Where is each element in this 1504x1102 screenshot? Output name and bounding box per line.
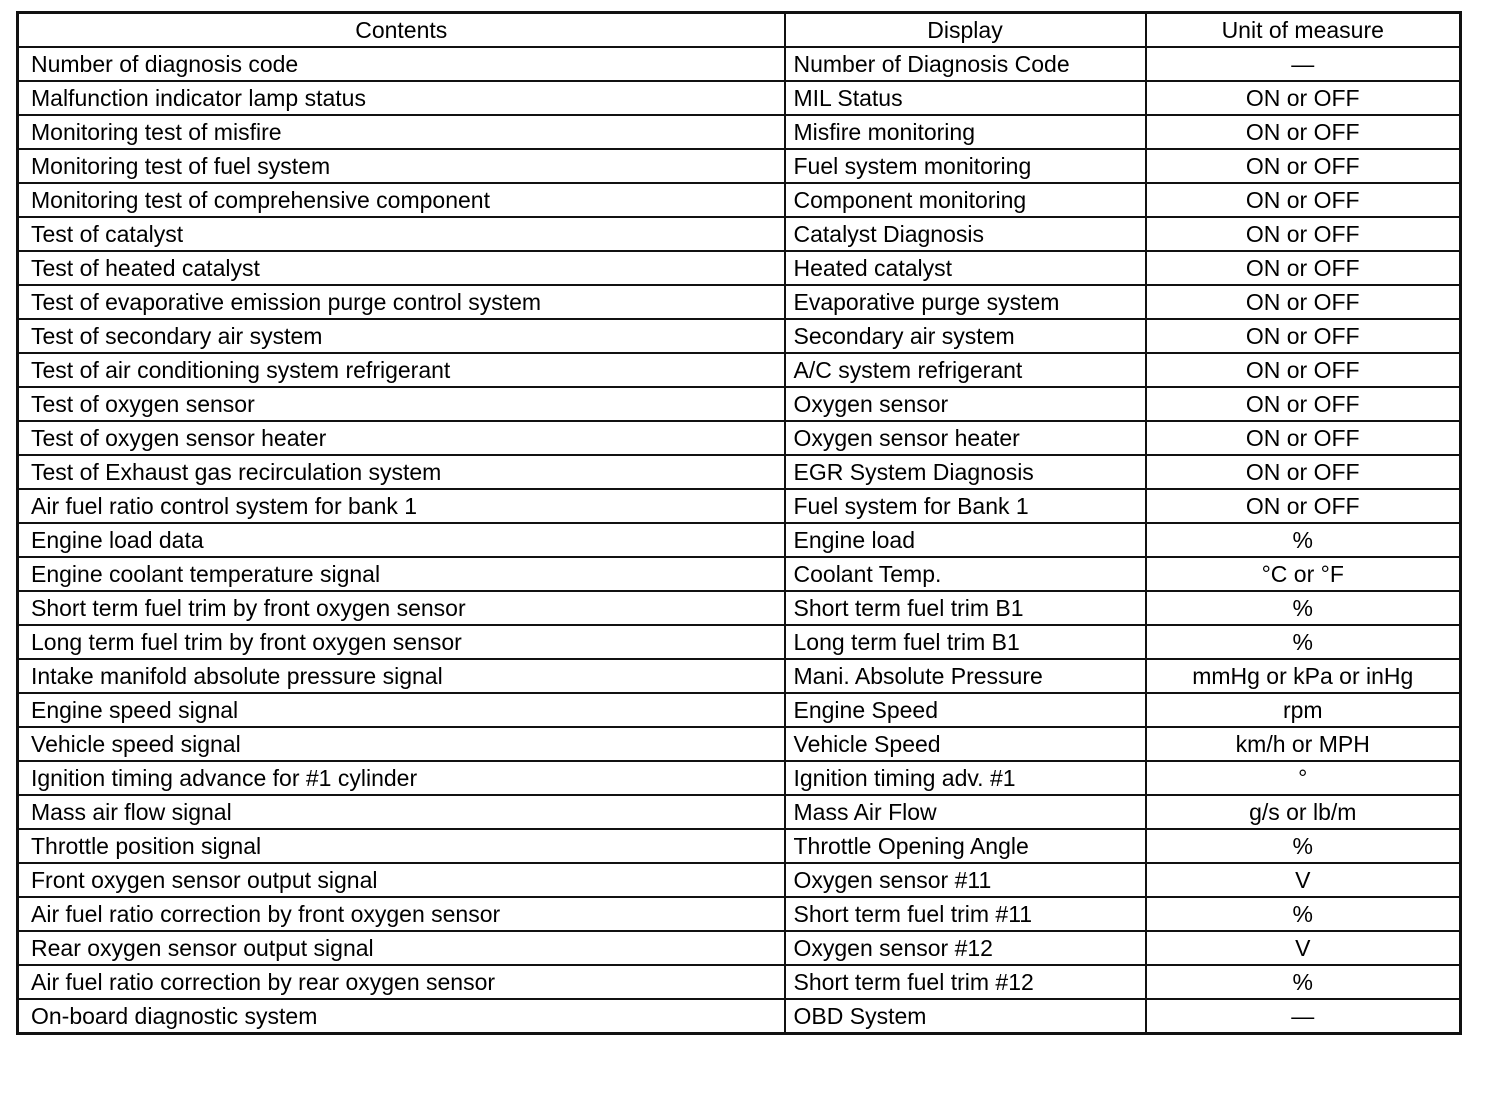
cell-unit: ON or OFF: [1146, 149, 1461, 183]
table-row: [18, 523, 1461, 557]
table-row: [18, 489, 1461, 523]
cell-unit: ON or OFF: [1146, 115, 1461, 149]
cell-display: Mani. Absolute Pressure: [785, 659, 1146, 693]
cell-unit: %: [1146, 523, 1461, 557]
table-row: [18, 251, 1461, 285]
cell-unit: ON or OFF: [1146, 183, 1461, 217]
cell-contents: Test of secondary air system: [18, 319, 785, 353]
table-row: [18, 217, 1461, 251]
cell-display: Oxygen sensor: [785, 387, 1146, 421]
table-row: [18, 47, 1461, 81]
cell-unit: ON or OFF: [1146, 455, 1461, 489]
table-row: [18, 421, 1461, 455]
cell-contents: Test of catalyst: [18, 217, 785, 251]
cell-unit: rpm: [1146, 693, 1461, 727]
cell-contents: Monitoring test of comprehensive component: [18, 183, 785, 217]
cell-contents: Malfunction indicator lamp status: [18, 81, 785, 115]
cell-display: Component monitoring: [785, 183, 1146, 217]
cell-display: MIL Status: [785, 81, 1146, 115]
cell-unit: %: [1146, 591, 1461, 625]
cell-contents: Engine coolant temperature signal: [18, 557, 785, 591]
table-row: [18, 931, 1461, 965]
cell-display: OBD System: [785, 999, 1146, 1034]
header-unit-of-measure: Unit of measure: [1146, 13, 1461, 48]
cell-display: Short term fuel trim B1: [785, 591, 1146, 625]
cell-contents: Test of evaporative emission purge control system: [18, 285, 785, 319]
table-row: [18, 863, 1461, 897]
cell-display: Heated catalyst: [785, 251, 1146, 285]
cell-contents: Front oxygen sensor output signal: [18, 863, 785, 897]
cell-unit: ON or OFF: [1146, 81, 1461, 115]
cell-unit: °: [1146, 761, 1461, 795]
table-row: [18, 897, 1461, 931]
cell-display: Fuel system for Bank 1: [785, 489, 1146, 523]
cell-contents: Short term fuel trim by front oxygen sensor: [18, 591, 785, 625]
table-row: [18, 999, 1461, 1034]
cell-unit: ON or OFF: [1146, 387, 1461, 421]
cell-unit: g/s or lb/m: [1146, 795, 1461, 829]
table-row: [18, 285, 1461, 319]
cell-unit: °C or °F: [1146, 557, 1461, 591]
cell-display: Engine load: [785, 523, 1146, 557]
table-row: [18, 659, 1461, 693]
table-row: [18, 115, 1461, 149]
cell-unit: %: [1146, 625, 1461, 659]
table-row: [18, 387, 1461, 421]
cell-display: Oxygen sensor heater: [785, 421, 1146, 455]
cell-unit: ON or OFF: [1146, 285, 1461, 319]
cell-contents: Long term fuel trim by front oxygen sensor: [18, 625, 785, 659]
cell-unit: ON or OFF: [1146, 421, 1461, 455]
cell-contents: Throttle position signal: [18, 829, 785, 863]
cell-unit: ON or OFF: [1146, 319, 1461, 353]
cell-unit: km/h or MPH: [1146, 727, 1461, 761]
cell-display: Long term fuel trim B1: [785, 625, 1146, 659]
cell-unit: %: [1146, 897, 1461, 931]
cell-display: Throttle Opening Angle: [785, 829, 1146, 863]
cell-contents: Air fuel ratio correction by rear oxygen sensor: [18, 965, 785, 999]
cell-display: Mass Air Flow: [785, 795, 1146, 829]
cell-contents: Monitoring test of fuel system: [18, 149, 785, 183]
cell-contents: Rear oxygen sensor output signal: [18, 931, 785, 965]
cell-contents: Air fuel ratio control system for bank 1: [18, 489, 785, 523]
cell-contents: Ignition timing advance for #1 cylinder: [18, 761, 785, 795]
cell-contents: Number of diagnosis code: [18, 47, 785, 81]
diagnosis-table-container: [16, 11, 1459, 1035]
table-row: [18, 455, 1461, 489]
cell-display: Vehicle Speed: [785, 727, 1146, 761]
cell-unit: V: [1146, 931, 1461, 965]
cell-display: Short term fuel trim #11: [785, 897, 1146, 931]
cell-display: Oxygen sensor #11: [785, 863, 1146, 897]
table-row: [18, 727, 1461, 761]
cell-contents: Mass air flow signal: [18, 795, 785, 829]
cell-display: Fuel system monitoring: [785, 149, 1146, 183]
cell-unit: %: [1146, 965, 1461, 999]
cell-display: Ignition timing adv. #1: [785, 761, 1146, 795]
cell-contents: Intake manifold absolute pressure signal: [18, 659, 785, 693]
cell-display: Evaporative purge system: [785, 285, 1146, 319]
table-row: [18, 183, 1461, 217]
diagnosis-table: [16, 11, 1462, 1035]
cell-contents: Monitoring test of misfire: [18, 115, 785, 149]
table-row: [18, 965, 1461, 999]
cell-unit: ON or OFF: [1146, 251, 1461, 285]
table-row: [18, 81, 1461, 115]
cell-unit: —: [1146, 47, 1461, 81]
cell-contents: Engine load data: [18, 523, 785, 557]
table-row: [18, 149, 1461, 183]
cell-display: Short term fuel trim #12: [785, 965, 1146, 999]
table-row: [18, 353, 1461, 387]
cell-display: Misfire monitoring: [785, 115, 1146, 149]
cell-display: Coolant Temp.: [785, 557, 1146, 591]
table-row: [18, 591, 1461, 625]
table-row: [18, 829, 1461, 863]
table-body: [18, 47, 1461, 1034]
table-row: [18, 557, 1461, 591]
cell-contents: Test of Exhaust gas recirculation system: [18, 455, 785, 489]
cell-unit: ON or OFF: [1146, 217, 1461, 251]
header-display: Display: [785, 13, 1146, 48]
cell-unit: %: [1146, 829, 1461, 863]
header-contents: Contents: [18, 13, 785, 48]
cell-display: Secondary air system: [785, 319, 1146, 353]
cell-contents: Test of oxygen sensor heater: [18, 421, 785, 455]
cell-contents: Air fuel ratio correction by front oxygen sensor: [18, 897, 785, 931]
cell-display: A/C system refrigerant: [785, 353, 1146, 387]
table-row: [18, 625, 1461, 659]
table-row: [18, 761, 1461, 795]
cell-contents: Test of heated catalyst: [18, 251, 785, 285]
cell-display: EGR System Diagnosis: [785, 455, 1146, 489]
cell-display: Number of Diagnosis Code: [785, 47, 1146, 81]
cell-display: Oxygen sensor #12: [785, 931, 1146, 965]
cell-unit: ON or OFF: [1146, 489, 1461, 523]
table-row: [18, 693, 1461, 727]
table-row: [18, 319, 1461, 353]
cell-unit: V: [1146, 863, 1461, 897]
cell-contents: Vehicle speed signal: [18, 727, 785, 761]
cell-display: Engine Speed: [785, 693, 1146, 727]
cell-contents: Test of oxygen sensor: [18, 387, 785, 421]
cell-unit: mmHg or kPa or inHg: [1146, 659, 1461, 693]
cell-contents: Engine speed signal: [18, 693, 785, 727]
table-header-row: [18, 13, 1461, 48]
cell-contents: On-board diagnostic system: [18, 999, 785, 1034]
cell-contents: Test of air conditioning system refrigerant: [18, 353, 785, 387]
cell-unit: —: [1146, 999, 1461, 1034]
cell-display: Catalyst Diagnosis: [785, 217, 1146, 251]
table-row: [18, 795, 1461, 829]
cell-unit: ON or OFF: [1146, 353, 1461, 387]
